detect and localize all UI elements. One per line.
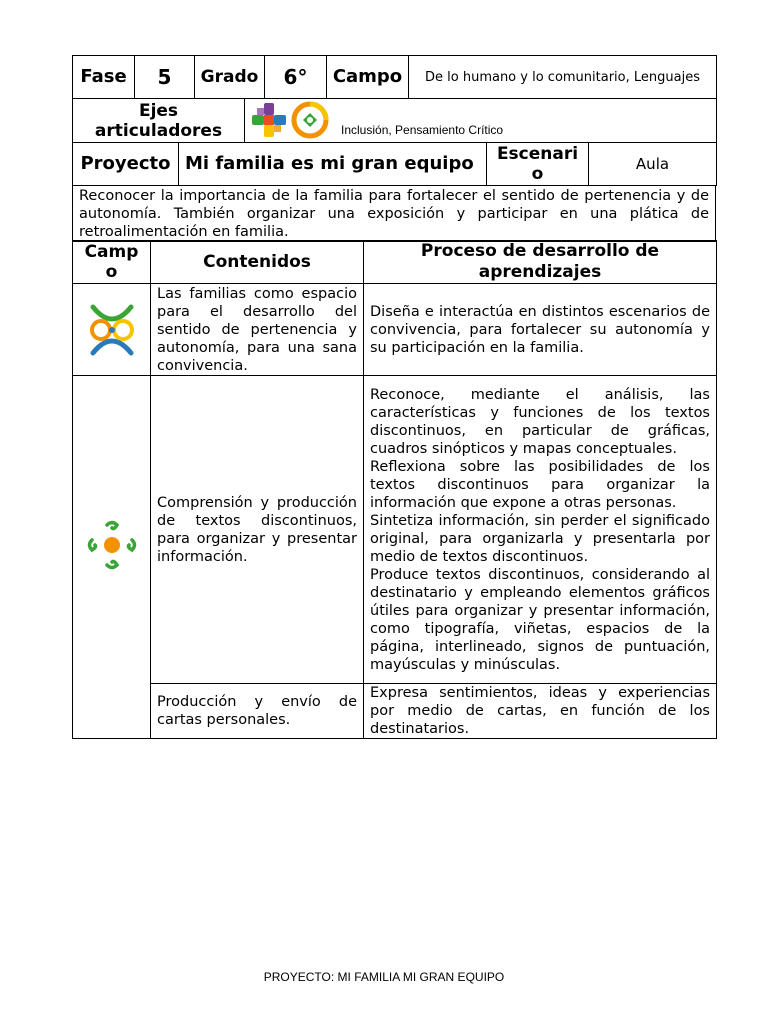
proceso-cell: Diseña e interactúa en distintos escenarios de convivencia, para fortalecer su autonomía y su participación en la familia. xyxy=(364,284,717,376)
content-table xyxy=(72,240,717,739)
fase-label: Fase xyxy=(73,56,135,99)
campo-icon-cell xyxy=(73,284,151,376)
proceso-cell: Reconoce, mediante el análisis, las características y funciones de los textos discontinuos, en particular de gráficas, cuadros sinópticos y mapas conceptuales. Reflexiona sobre las posibilidades de los textos discontinuos para organizar la información que expone a otras personas. Sintetiza información, sin perder el significado original, para organizarla y presentarla por medio de textos discontinuos. Produce textos discontinuos, considerando al destinatario y empleando elementos gráficos útiles para organizar y presentar información, como tipografía, viñetas, espacios de la página, interlineado, signos de puntuación, mayúsculas y minúsculas. xyxy=(364,376,717,684)
ejes-value: Inclusión, Pensamiento Crítico xyxy=(341,123,504,137)
proyecto-table xyxy=(72,142,717,186)
ejes-table xyxy=(72,98,717,143)
ejes-label: Ejes articuladores xyxy=(73,99,245,143)
lenguajes-icon xyxy=(87,518,137,572)
contenido-cell: Las familias como espacio para el desarrollo del sentido de pertenencia y autonomía, para una sana convivencia. xyxy=(151,284,364,376)
objetivo-text: Reconocer la importancia de la familia para fortalecer el sentido de pertenencia y de autonomía. También organizar una exposición y participar en una plática de retroalimentación en familia. xyxy=(73,186,716,242)
grado-label: Grado xyxy=(195,56,265,99)
col-header-campo: Campo xyxy=(73,241,151,284)
col-header-contenidos: Contenidos xyxy=(151,241,364,284)
table-row xyxy=(73,684,717,739)
header-table xyxy=(72,55,717,99)
page-footer: PROYECTO: MI FAMILIA MI GRAN EQUIPO xyxy=(263,970,505,984)
contenido-cell: Comprensión y producción de textos discontinuos, para organizar y presentar información. xyxy=(151,376,364,684)
grado-value: 6° xyxy=(265,56,327,99)
campo-label: Campo xyxy=(327,56,409,99)
objetivo-table xyxy=(72,185,716,242)
campo-value: De lo humano y lo comunitario, Lenguajes xyxy=(409,56,717,99)
table-row xyxy=(73,376,717,684)
proceso-cell: Expresa sentimientos, ideas y experiencias por medio de cartas, en función de los destinatarios. xyxy=(364,684,717,739)
proyecto-value: Mi familia es mi gran equipo xyxy=(179,143,487,186)
escenario-label: Escenario xyxy=(487,143,589,186)
table-row xyxy=(73,284,717,376)
contenido-cell: Producción y envío de cartas personales. xyxy=(151,684,364,739)
campo-icon-cell xyxy=(73,376,151,739)
pensamiento-critico-icon xyxy=(291,101,329,139)
fase-value: 5 xyxy=(135,56,195,99)
ejes-cell xyxy=(245,99,717,143)
proyecto-label: Proyecto xyxy=(73,143,179,186)
col-header-proceso: Proceso de desarrollo de aprendizajes xyxy=(364,241,717,284)
escenario-value: Aula xyxy=(589,143,717,186)
de-lo-humano-y-lo-comunitario-icon xyxy=(87,303,137,357)
inclusion-icon xyxy=(251,101,287,139)
